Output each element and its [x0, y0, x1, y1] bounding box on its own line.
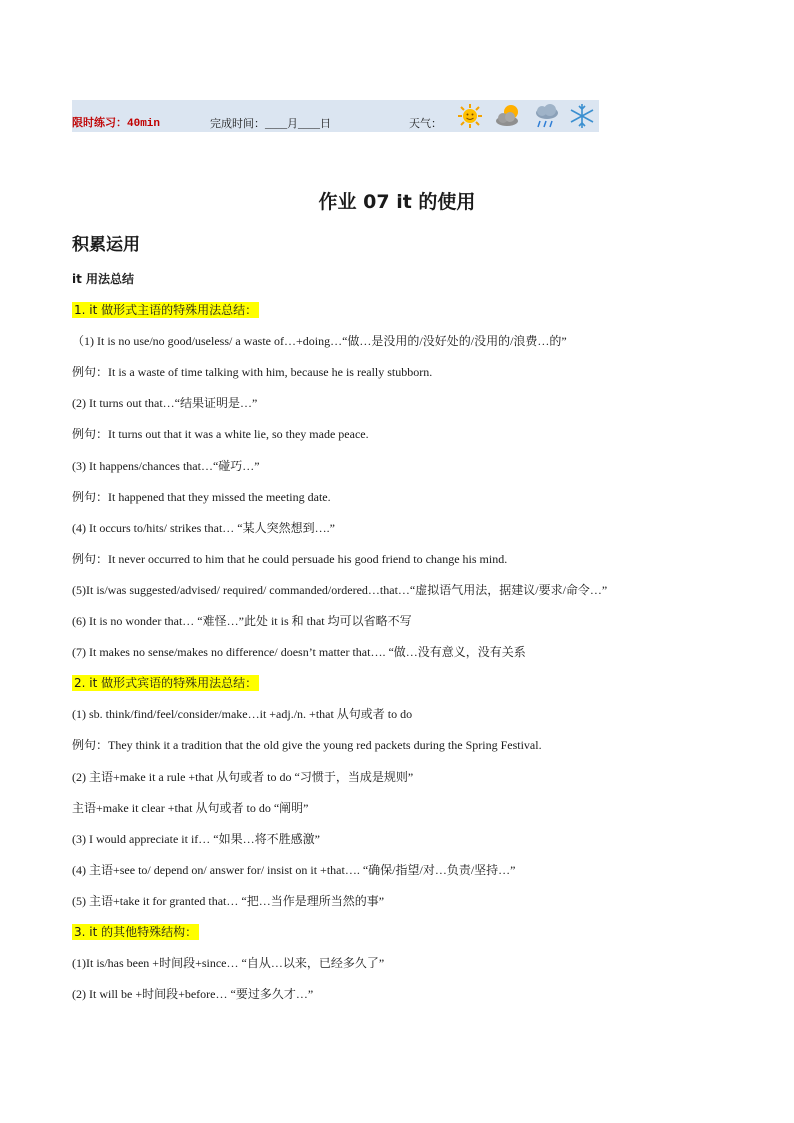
- content-line: [72, 520, 335, 536]
- content-line: [72, 955, 384, 971]
- content-line: [72, 489, 331, 505]
- highlighted-heading: [72, 675, 259, 691]
- weather-label: 天气：: [409, 118, 442, 130]
- content-line: [72, 333, 567, 349]
- content-line: [72, 458, 260, 474]
- line-text: (2) It will be +时间段+before… “要过多久才…”: [72, 987, 314, 1002]
- content-line: [72, 706, 412, 722]
- line-text: 例句：It is a waste of time talking with him, because he is really stubborn.: [72, 365, 433, 380]
- content-line: [72, 800, 308, 816]
- completion-time-label: 完成时间：____月____日: [210, 118, 331, 130]
- page-title: 作业 07 it 的使用: [318, 191, 476, 213]
- line-text: 1. it 做形式主语的特殊用法总结：: [74, 303, 258, 317]
- header-banner: [72, 100, 599, 132]
- line-text: (5) 主语+take it for granted that… “把…当作是理所当然的事”: [72, 893, 385, 908]
- rain-icon: [532, 102, 562, 130]
- line-text: (1) sb. think/find/feel/consider/make…it +adj./n. +that 从句或者 to do: [72, 707, 413, 722]
- content-line: [72, 831, 320, 847]
- content-line: [72, 551, 507, 567]
- line-text: (2) 主语+make it a rule +that 从句或者 to do “习惯于，当成是规则”: [72, 769, 414, 784]
- line-text: (1)It is/has been +时间段+since… “自从…以来，已经多久了”: [72, 956, 385, 971]
- line-text: 3. it 的其他特殊结构：: [74, 925, 198, 939]
- content-line: [72, 644, 526, 660]
- content-line: [72, 426, 369, 442]
- highlighted-heading: [72, 924, 199, 940]
- line-text: 例句：It happened that they missed the meeting date.: [72, 489, 331, 504]
- line-text: (4) It occurs to/hits/ strikes that… “某人突然想到….”: [72, 520, 335, 535]
- line-text: 例句：It never occurred to him that he could persuade his good friend to change his mind.: [72, 551, 508, 566]
- partly-cloudy-icon: [494, 102, 524, 130]
- sun-icon: [455, 102, 485, 130]
- line-text: (3) I would appreciate it if… “如果…将不胜感激”: [72, 831, 320, 846]
- subsection-heading: it 用法总结: [72, 272, 135, 286]
- content-line: [72, 582, 607, 598]
- line-text: (4) 主语+see to/ depend on/ answer for/ insist on it +that…. “确保/指望/对…负责/坚持…”: [72, 862, 516, 877]
- time-limit-label: 限时练习：40min: [72, 118, 161, 130]
- line-text: 主语+make it clear +that 从句或者 to do “阐明”: [72, 800, 309, 815]
- line-text: (5)It is/was suggested/advised/ required/ commanded/ordered…that…“虚拟语气用法，据建议/要求/命令…”: [72, 582, 608, 597]
- line-text: 例句：It turns out that it was a white lie, so they made peace.: [72, 427, 369, 442]
- line-text: (3) It happens/chances that…“碰巧…”: [72, 458, 260, 473]
- content-line: [72, 893, 384, 909]
- line-text: （1) It is no use/no good/useless/ a waste of…+doing…“做…是没用的/没好处的/没用的/浪费…的”: [72, 334, 567, 349]
- content-line: [72, 986, 313, 1002]
- content-line: [72, 737, 542, 753]
- content-line: [72, 769, 413, 785]
- line-text: (7) It makes no sense/makes no difference/ doesn’t matter that…. “做…没有意义，没有关系: [72, 645, 526, 660]
- line-text: 例句：They think it a tradition that the old give the young red packets during the Spring Festival.: [72, 738, 542, 753]
- line-text: 2. it 做形式宾语的特殊用法总结：: [74, 676, 258, 691]
- snowflake-icon: [567, 102, 597, 130]
- content-line: [72, 395, 257, 411]
- line-text: (2) It turns out that…“结果证明是…”: [72, 396, 258, 411]
- content-line: [72, 613, 412, 629]
- line-text: (6) It is no wonder that… “难怪…”此处 it is 和 that 均可以省略不写: [72, 614, 412, 628]
- section-heading: 积累运用: [72, 235, 140, 255]
- content-line: [72, 364, 432, 380]
- highlighted-heading: [72, 302, 259, 318]
- content-line: [72, 862, 515, 878]
